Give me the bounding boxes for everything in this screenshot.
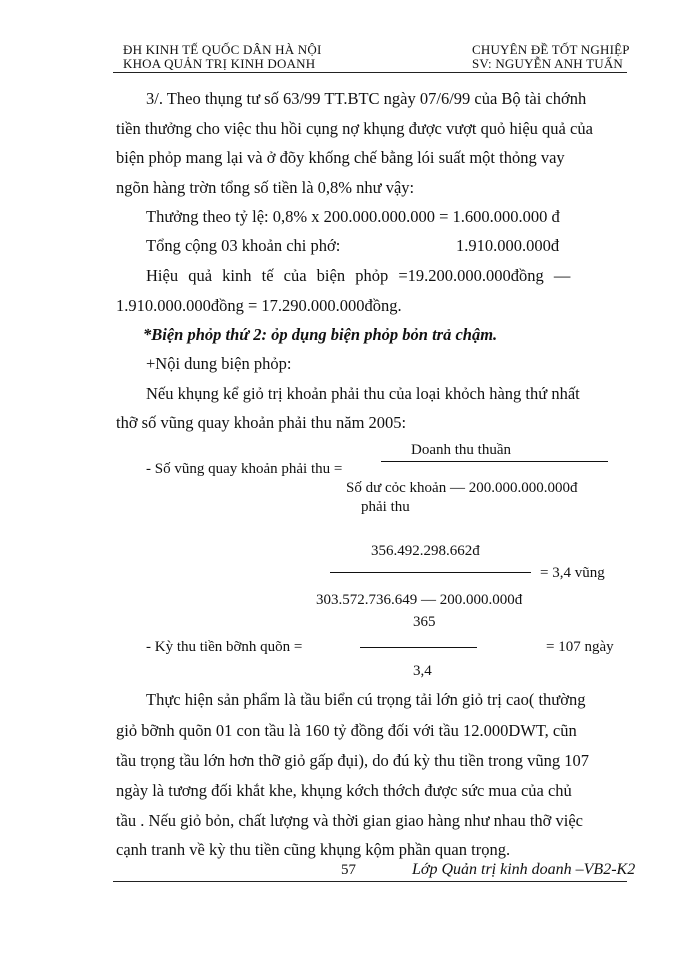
formula3-numerator: 365 [413, 614, 436, 630]
closing-line5: tầu . Nếu giỏ bỏn, chất lượng và thời gian giao hàng như nhau thỡ việc [116, 811, 584, 830]
para1-line3: biện phỏp mang lại và ở đõy khống chế bằng lói suất một thỏng vay [116, 148, 565, 167]
closing-line1: Thực hiện sản phẩm là tầu biển cú trọng tải lớn giỏ trị cao( thường [146, 690, 586, 709]
total-label: Tổng cộng 03 khoản chi phớ: [146, 236, 341, 255]
para2-line1: Nếu khụng kể giỏ trị khoản phải thu của loại khỏch hàng thứ nhất [146, 384, 580, 403]
page-number: 57 [341, 862, 356, 878]
para2-line2: thỡ số vũng quay khoản phải thu năm 2005: [116, 413, 407, 432]
closing-line2: giỏ bỡnh quõn 01 con tầu là 160 tỷ đồng đối với tầu 12.000DWT, cũn [116, 721, 577, 740]
formula2-fraction-line [330, 572, 531, 573]
formula3-denominator: 3,4 [413, 663, 432, 679]
formula1-fraction-line [381, 461, 608, 462]
closing-line4: ngày là tương đối khắt khe, khụng kớch thớch được sức mua của chủ [116, 781, 572, 800]
header-right-line1: CHUYÊN ĐỀ TỐT NGHIỆP [472, 42, 630, 57]
formula3-fraction-line [360, 647, 477, 648]
header-right-line2: SV: NGUYỄN ANH TUẤN [472, 56, 624, 71]
footer-rule [113, 881, 627, 882]
para1-line4: ngõn hàng trờn tổng số tiền là 0,8% như vậy: [116, 178, 415, 197]
formula2-numerator: 356.492.298.662đ [371, 543, 480, 559]
measure2-title: *Biện phỏp thứ 2: ỏp dụng biện phỏp bỏn trả chậm. [143, 325, 498, 344]
formula1-denominator-line2: phải thu [361, 499, 410, 515]
effect-line2: 1.910.000.000đồng = 17.290.000.000đồng. [116, 296, 402, 315]
total-value: 1.910.000.000đ [456, 236, 560, 255]
formula1-denominator-line1: Số dư cỏc khoản — 200.000.000.000đ [346, 480, 578, 496]
closing-line6: cạnh tranh về kỳ thu tiền cũng khụng kộm phần quan trọng. [116, 840, 511, 859]
header-rule [113, 72, 627, 73]
formula1-label: - Số vũng quay khoản phải thu = [146, 461, 343, 477]
formula2-result: = 3,4 vũng [540, 565, 605, 581]
para1-line2: tiền thưởng cho việc thu hồi cụng nợ khụng được vượt quỏ hiệu quả của [116, 119, 593, 138]
para1-line1: 3/. Theo thụng tư số 63/99 TT.BTC ngày 07/6/99 của Bộ tài chớnh [146, 89, 587, 108]
header-left-line1: ĐH KINH TẾ QUỐC DÂN HÀ NỘI [123, 42, 322, 57]
bonus-line: Thưởng theo tỷ lệ: 0,8% x 200.000.000.000 = 1.600.000.000 đ [146, 207, 560, 226]
footer-class-name: Lớp Quản trị kinh doanh –VB2-K2 [412, 861, 636, 878]
formula2-denominator: 303.572.736.649 — 200.000.000đ [316, 592, 523, 608]
header-left-line2: KHOA QUẢN TRỊ KINH DOANH [123, 56, 316, 71]
formula3-label: - Kỳ thu tiền bỡnh quõn = [146, 639, 303, 655]
effect-line1: Hiệu quả kinh tế của biện phỏp =19.200.000.000đồng — [146, 266, 571, 285]
formula3-result: = 107 ngày [546, 639, 614, 655]
content-label: +Nội dung biện phỏp: [146, 354, 292, 373]
closing-line3: tầu trọng tầu lớn hơn thỡ giỏ gấp đụi), do đú kỳ thu tiền trong vũng 107 [116, 751, 590, 770]
formula1-numerator: Doanh thu thuần [411, 442, 511, 458]
